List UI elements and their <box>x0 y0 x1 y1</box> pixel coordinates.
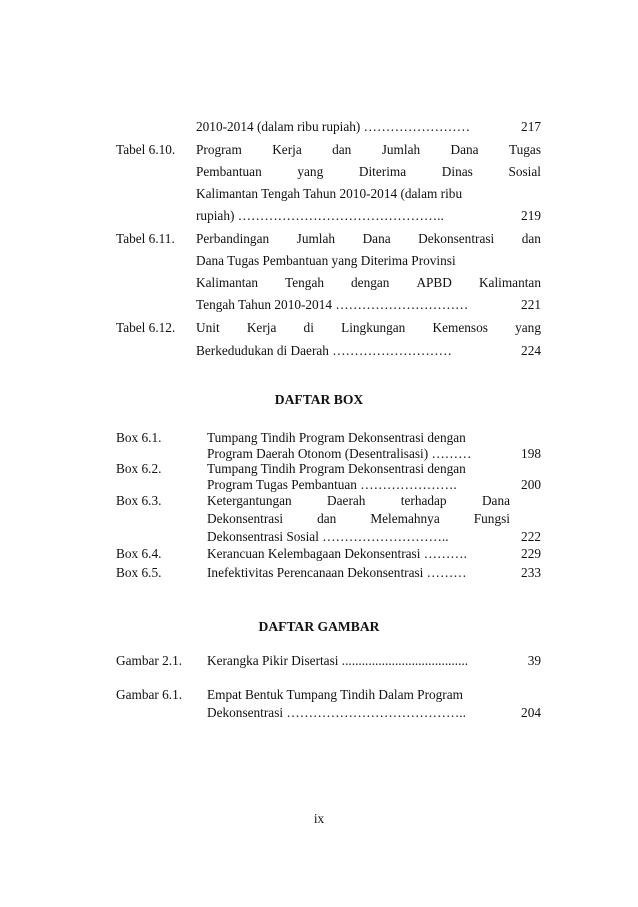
page-number: 217 <box>521 119 541 134</box>
word: yang <box>297 164 324 179</box>
word: Dinas <box>441 164 473 179</box>
word: Dana <box>450 142 479 157</box>
word: Fungsi <box>473 511 510 526</box>
box-label: Box 6.5. <box>116 565 162 580</box>
section-heading: DAFTAR BOX <box>274 392 364 407</box>
word: dan <box>521 231 541 246</box>
box-label: Box 6.3. <box>116 493 162 508</box>
word: Unit <box>196 320 220 335</box>
word: Kerja <box>272 142 302 157</box>
figure-label: Gambar 2.1. <box>116 653 183 668</box>
toc-entry-line: Dana Tugas Pembantuan yang Diterima Provinsi <box>196 253 456 268</box>
word: Ketergantungan <box>207 493 292 508</box>
box-label: Box 6.4. <box>116 546 162 561</box>
word: yang <box>515 320 541 335</box>
page-number: 219 <box>521 208 541 223</box>
word: Dana <box>481 493 510 508</box>
word: Kalimantan <box>478 275 541 290</box>
toc-entry-line: Empat Bentuk Tumpang Tindih Dalam Program <box>207 687 463 702</box>
toc-entry-line: rupiah) ……………………………………….. <box>196 208 444 223</box>
word: Dana <box>362 231 391 246</box>
table-label: Tabel 6.11. <box>116 231 175 246</box>
page-number: 200 <box>521 477 541 492</box>
word: Dekonsentrasi <box>207 511 284 526</box>
word: dengan <box>351 275 390 290</box>
page-number: 222 <box>521 529 541 544</box>
page-folio: ix <box>313 811 325 826</box>
word: dan <box>332 142 352 157</box>
table-label: Tabel 6.12. <box>116 320 176 335</box>
word: di <box>303 320 314 335</box>
section-heading: DAFTAR GAMBAR <box>258 619 380 634</box>
page-number: 39 <box>527 653 541 668</box>
toc-entry-line <box>196 275 541 291</box>
toc-entry-line <box>207 493 510 509</box>
box-label: Box 6.1. <box>116 430 162 445</box>
toc-entry-line: Kerangka Pikir Disertasi ...................................... <box>207 653 469 668</box>
word: Kerja <box>246 320 277 335</box>
toc-entry-line: Berkedudukan di Daerah ……………………… <box>196 343 452 358</box>
word: APBD <box>416 275 452 290</box>
word: Lingkungan <box>341 320 406 335</box>
word: Dekonsentrasi <box>418 231 495 246</box>
word: Melemahnya <box>370 511 440 526</box>
table-label: Tabel 6.10. <box>116 142 176 157</box>
toc-entry-line: Dekonsentrasi Sosial ……………………….. <box>207 529 449 544</box>
word: Sosial <box>508 164 541 179</box>
page-number: 233 <box>521 565 541 580</box>
word: Diterima <box>358 164 407 179</box>
toc-entry-line <box>207 511 510 527</box>
word: Jumlah <box>381 142 421 157</box>
toc-entry-continuation: 2010-2014 (dalam ribu rupiah) …………………… <box>196 119 471 134</box>
word: dan <box>317 511 337 526</box>
toc-entry-line: Kerancuan Kelembagaan Dekonsentrasi ………. <box>207 546 467 561</box>
page-number: 204 <box>521 705 541 720</box>
toc-entry-line: Program Tugas Pembantuan …………………. <box>207 477 457 492</box>
word: Daerah <box>327 493 366 508</box>
word: Kalimantan <box>196 275 259 290</box>
toc-entry-line <box>196 320 541 336</box>
toc-entry-line: Tumpang Tindih Program Dekonsentrasi dengan <box>207 430 466 445</box>
toc-entry-line: Kalimantan Tengah Tahun 2010-2014 (dalam ribu <box>196 186 463 201</box>
word: terhadap <box>400 493 447 508</box>
figure-label: Gambar 6.1. <box>116 687 183 702</box>
toc-entry-line: Tengah Tahun 2010-2014 ………………………… <box>196 297 469 312</box>
word: Pembantuan <box>196 164 262 179</box>
word: Jumlah <box>296 231 336 246</box>
page-number: 198 <box>521 446 541 461</box>
toc-entry-line: Inefektivitas Perencanaan Dekonsentrasi ……… <box>207 565 467 580</box>
word: Tengah <box>285 275 324 290</box>
toc-entry-line: Tumpang Tindih Program Dekonsentrasi dengan <box>207 461 466 476</box>
toc-entry-line <box>196 164 541 180</box>
toc-entry-line <box>196 142 541 158</box>
word: Perbandingan <box>196 231 270 246</box>
box-label: Box 6.2. <box>116 461 162 476</box>
word: Tugas <box>508 142 541 157</box>
page-number: 224 <box>521 343 541 358</box>
word: Kemensos <box>432 320 488 335</box>
page-number: 221 <box>521 297 541 312</box>
word: Program <box>196 142 242 157</box>
toc-entry-line <box>196 231 541 247</box>
page-number: 229 <box>521 546 541 561</box>
toc-entry-line: Program Daerah Otonom (Desentralisasi) ……… <box>207 446 472 461</box>
toc-entry-line: Dekonsentrasi ………………………………….. <box>207 705 466 720</box>
